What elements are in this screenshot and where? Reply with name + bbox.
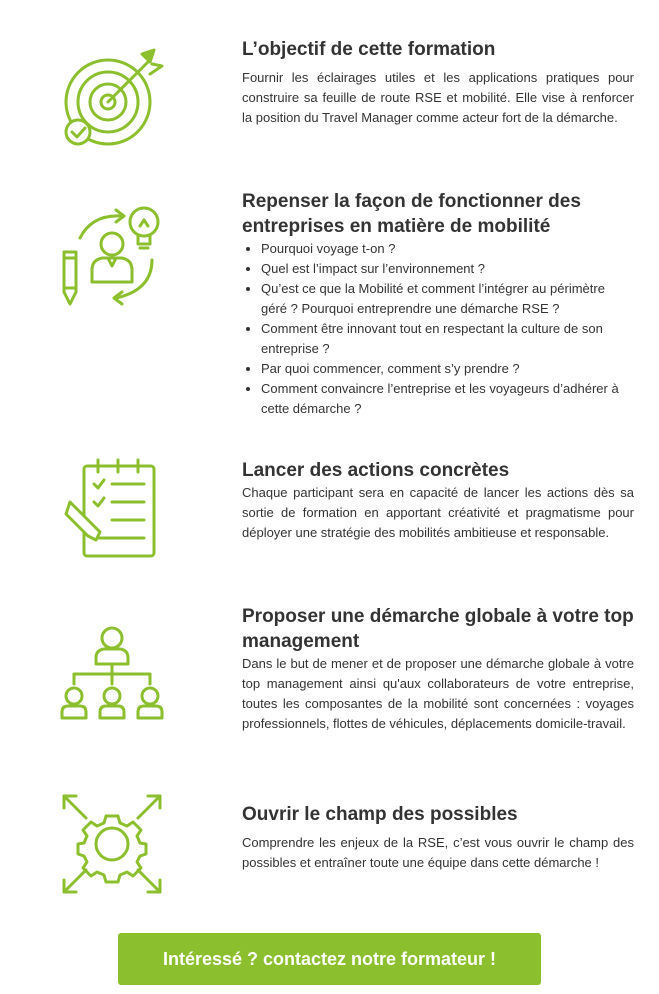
list-item: • Quel est l’impact sur l’environnement ? (261, 259, 634, 279)
section-title: Ouvrir le champ des possibles (242, 804, 518, 825)
section-body: Fournir les éclairages utiles et les applications pratiques pour construire sa feuille de route RSE et mobilité. Elle vise à renforcer la position du Travel Manager comme acteur fort de la démarche. (242, 70, 634, 125)
section-title: Repenser la façon de fonctionner des entreprises en matière de mobilité (242, 191, 581, 237)
section-body: Chaque participant sera en capacité de lancer les actions dès sa sortie de formation en apportant créativité et pragmatisme pour déployer une stratégie des mobilités ambitieuse et responsable. (242, 485, 634, 540)
target-icon (56, 44, 168, 156)
list-item: • Par quoi commencer, comment s’y prendre ? (261, 359, 634, 379)
rethink-cycle-icon (56, 200, 168, 312)
section-title: Proposer une démarche globale à votre top management (242, 606, 634, 652)
org-chart-icon (56, 622, 168, 734)
question-list (242, 239, 634, 419)
contact-trainer-button[interactable]: Intéressé ? contactez notre formateur ! (118, 933, 541, 985)
section-body: Comprendre les enjeux de la RSE, c’est vous ouvrir le champ des possibles et entraîner toute une équipe dans cette démarche ! (242, 835, 634, 870)
list-item: • Comment convaincre l’entreprise et les voyageurs d’adhérer à cette démarche ? (261, 379, 634, 419)
checklist-icon (56, 452, 168, 564)
list-item: • Pourquoi voyage t-on ? (261, 239, 634, 259)
list-item: • Qu’est ce que la Mobilité et comment l’intégrer au périmètre géré ? Pourquoi entreprendre une démarche RSE ? (261, 279, 634, 319)
list-item: • Comment être innovant tout en respectant la culture de son entreprise ? (261, 319, 634, 359)
gear-expand-icon (56, 788, 168, 900)
section-title: Lancer des actions concrètes (242, 460, 510, 481)
section-title: L’objectif de cette formation (242, 39, 496, 60)
section-body: Dans le but de mener et de proposer une démarche globale à votre top management ainsi qu'aux collaborateurs de votre entreprise, toutes les composantes de la mobilité sont concernées : voyages professionnels, flottes de véhicules, déplacements domicile-travail. (242, 656, 634, 731)
